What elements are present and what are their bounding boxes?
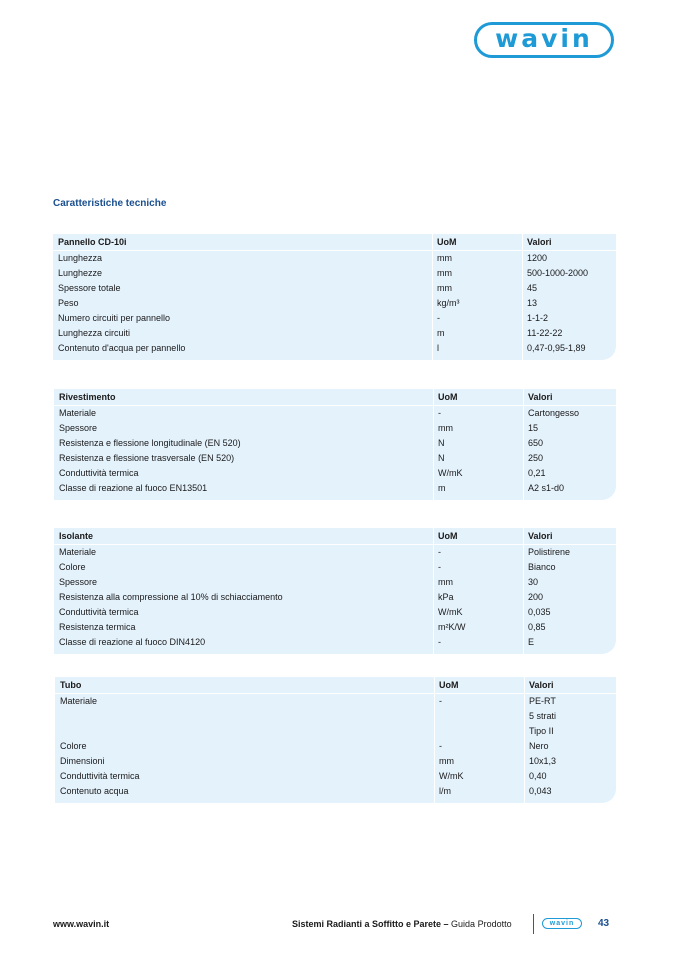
table-row xyxy=(55,694,616,709)
unit-cell: kg/m³ xyxy=(437,298,460,308)
parameter-cell: Contenuto d'acqua per pannello xyxy=(58,343,186,353)
unit-cell: W/mK xyxy=(439,771,464,781)
unit-cell: - xyxy=(438,637,441,647)
unit-cell: - xyxy=(439,741,442,751)
value-cell: 1-1-2 xyxy=(527,313,549,323)
table-header-row xyxy=(55,677,616,694)
parameter-cell: Materiale xyxy=(59,547,97,557)
unit-cell: UoM xyxy=(438,531,458,541)
value-cell: 13 xyxy=(527,298,538,308)
parameter-cell: Materiale xyxy=(59,408,97,418)
table-row xyxy=(54,590,616,605)
table-row xyxy=(53,266,616,281)
value-cell: 5 strati xyxy=(529,711,557,721)
table-row xyxy=(54,406,616,421)
value-cell: 250 xyxy=(528,453,544,463)
parameter-cell: Spessore xyxy=(59,577,98,587)
unit-cell: - xyxy=(438,562,441,572)
footer-wavin-logo xyxy=(542,918,582,929)
parameter-cell: Rivestimento xyxy=(59,392,116,402)
table-row xyxy=(55,784,616,799)
table-row xyxy=(54,620,616,635)
section-title: Caratteristiche tecniche xyxy=(53,198,167,209)
wavin-logo xyxy=(474,22,614,58)
footer-logo-text: wavin xyxy=(549,920,575,927)
table-header-row xyxy=(54,389,616,406)
parameter-cell: Colore xyxy=(59,562,86,572)
parameter-cell: Tubo xyxy=(60,680,82,690)
spec-table-pannello xyxy=(53,234,616,360)
unit-cell: W/mK xyxy=(438,607,463,617)
table-row xyxy=(54,421,616,436)
table-row xyxy=(53,341,616,356)
parameter-cell: Spessore totale xyxy=(58,283,121,293)
unit-cell: UoM xyxy=(438,392,458,402)
parameter-cell: Lunghezze xyxy=(58,268,103,278)
value-cell: 0,85 xyxy=(528,622,546,632)
value-cell: 0,40 xyxy=(529,771,547,781)
value-cell: 0,47-0,95-1,89 xyxy=(527,343,586,353)
parameter-cell: Classe di reazione al fuoco EN13501 xyxy=(59,483,208,493)
table-header-row xyxy=(53,234,616,251)
unit-cell: mm xyxy=(437,268,452,278)
parameter-cell: Conduttività termica xyxy=(59,607,139,617)
parameter-cell: Pannello CD-10i xyxy=(58,237,127,247)
unit-cell: mm xyxy=(437,253,452,263)
value-cell: E xyxy=(528,637,535,647)
value-cell: 11-22-22 xyxy=(527,328,563,338)
footer-divider xyxy=(533,914,534,934)
parameter-cell: Lunghezza xyxy=(58,253,103,263)
parameter-cell: Classe di reazione al fuoco DIN4120 xyxy=(59,637,206,647)
parameter-cell: Resistenza alla compressione al 10% di schiacciamento xyxy=(59,592,283,602)
table-row xyxy=(54,575,616,590)
value-cell: 0,21 xyxy=(528,468,546,478)
table-row xyxy=(53,311,616,326)
value-cell: 10x1,3 xyxy=(529,756,557,766)
page-number: 43 xyxy=(598,918,610,929)
value-cell: Valori xyxy=(528,392,553,402)
parameter-cell: Resistenza e flessione trasversale (EN 520) xyxy=(59,453,235,463)
unit-cell: mm xyxy=(439,756,454,766)
table-row xyxy=(54,545,616,560)
table-row xyxy=(53,251,616,266)
value-cell: 45 xyxy=(527,283,538,293)
unit-cell: - xyxy=(439,696,442,706)
value-cell: 0,035 xyxy=(528,607,551,617)
value-cell: 1200 xyxy=(527,253,548,263)
table-row xyxy=(55,769,616,784)
parameter-cell: Dimensioni xyxy=(60,756,105,766)
parameter-cell: Materiale xyxy=(60,696,98,706)
unit-cell: UoM xyxy=(437,237,457,247)
spec-table-tubo xyxy=(55,677,616,803)
parameter-cell: Conduttività termica xyxy=(60,771,140,781)
footer-website[interactable]: www.wavin.it xyxy=(53,919,110,929)
table-row xyxy=(53,296,616,311)
footer-doc-title-rest: Guida Prodotto xyxy=(448,919,512,929)
unit-cell: kPa xyxy=(438,592,454,602)
table-row xyxy=(55,754,616,769)
value-cell: Polistirene xyxy=(528,547,571,557)
value-cell: 200 xyxy=(528,592,544,602)
table-header-row xyxy=(54,528,616,545)
parameter-cell: Spessore xyxy=(59,423,98,433)
value-cell: A2 s1-d0 xyxy=(528,483,565,493)
value-cell: Valori xyxy=(529,680,554,690)
unit-cell: N xyxy=(438,453,445,463)
unit-cell: mm xyxy=(438,577,453,587)
value-cell: 0,043 xyxy=(529,786,552,796)
unit-cell: - xyxy=(438,408,441,418)
unit-cell: UoM xyxy=(439,680,459,690)
parameter-cell: Resistenza termica xyxy=(59,622,136,632)
parameter-cell: Isolante xyxy=(59,531,94,541)
unit-cell: N xyxy=(438,438,445,448)
footer-doc-title-bold: Sistemi Radianti a Soffitto e Parete – xyxy=(292,919,449,929)
table-row xyxy=(54,481,616,496)
value-cell: Tipo II xyxy=(529,726,554,736)
value-cell: 30 xyxy=(528,577,539,587)
unit-cell: W/mK xyxy=(438,468,463,478)
logo-text: wavin xyxy=(495,24,593,53)
table-row xyxy=(55,739,616,754)
spec-table-rivestimento xyxy=(54,389,616,500)
parameter-cell: Peso xyxy=(58,298,79,308)
table-row xyxy=(54,635,616,650)
unit-cell: m xyxy=(438,483,446,493)
value-cell: PE-RT xyxy=(529,696,556,706)
table-row xyxy=(54,451,616,466)
parameter-cell: Resistenza e flessione longitudinale (EN 520) xyxy=(59,438,241,448)
spec-table-isolante xyxy=(54,528,616,654)
table-row xyxy=(54,466,616,481)
value-cell: Nero xyxy=(529,741,549,751)
table-row xyxy=(55,709,616,724)
unit-cell: - xyxy=(438,547,441,557)
value-cell: Bianco xyxy=(528,562,556,572)
unit-cell: mm xyxy=(438,423,453,433)
unit-cell: mm xyxy=(437,283,452,293)
table-row xyxy=(53,281,616,296)
value-cell: Valori xyxy=(528,531,553,541)
parameter-cell: Lunghezza circuiti xyxy=(58,328,131,338)
table-row xyxy=(53,326,616,341)
parameter-cell: Numero circuiti per pannello xyxy=(58,313,171,323)
table-row xyxy=(54,436,616,451)
parameter-cell: Contenuto acqua xyxy=(60,786,129,796)
unit-cell: m²K/W xyxy=(438,622,466,632)
unit-cell: m xyxy=(437,328,445,338)
unit-cell: l/m xyxy=(439,786,451,796)
value-cell: Cartongesso xyxy=(528,408,580,418)
footer-doc-title xyxy=(292,919,512,929)
unit-cell: l xyxy=(437,343,439,353)
unit-cell: - xyxy=(437,313,440,323)
parameter-cell: Colore xyxy=(60,741,87,751)
parameter-cell: Conduttività termica xyxy=(59,468,139,478)
value-cell: 15 xyxy=(528,423,539,433)
table-row xyxy=(54,605,616,620)
table-row xyxy=(54,560,616,575)
value-cell: Valori xyxy=(527,237,552,247)
value-cell: 500-1000-2000 xyxy=(527,268,589,278)
value-cell: 650 xyxy=(528,438,544,448)
table-row xyxy=(55,724,616,739)
